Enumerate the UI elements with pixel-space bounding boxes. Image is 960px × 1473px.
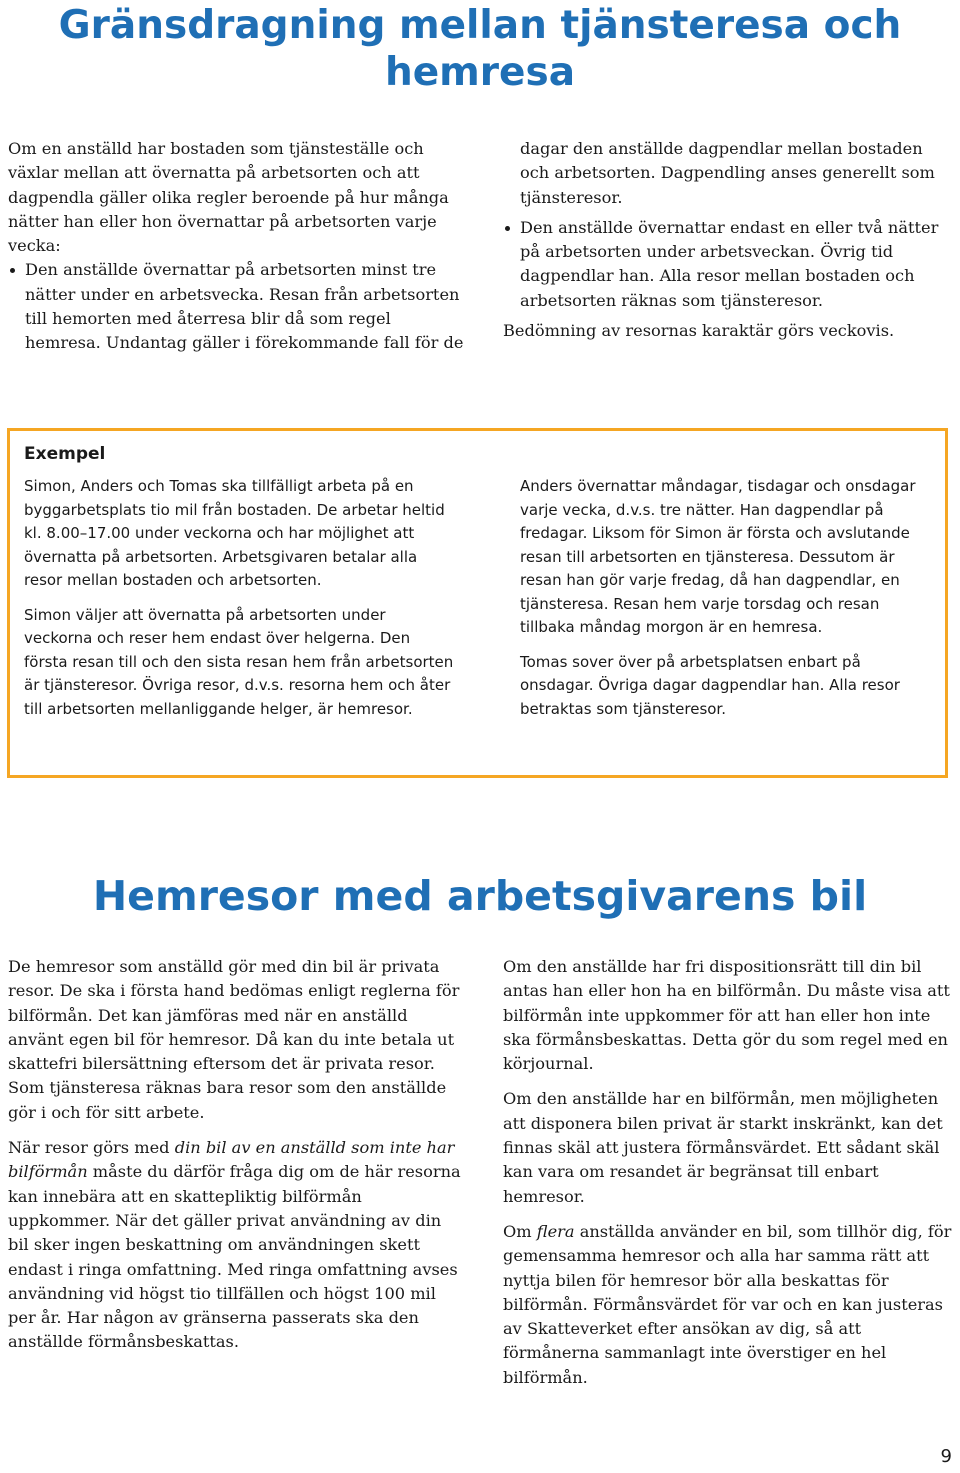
- example-right-column: [520, 475, 935, 721]
- example-paragraph: Simon väljer att övernatta på arbetsorten under veckorna och reser hem endast över helgerna. Den första resan till och den sista resan hem från arbetsorten är tjänsteresor. Övriga resor, d.v.s. resorna hem och åter till arbetsorten mellanliggande helger, är hemresor.: [24, 605, 454, 718]
- section-title: Hemresor med arbetsgivarens bil: [92, 872, 868, 920]
- text-run: Om: [503, 1221, 537, 1241]
- body-paragraph: [503, 1220, 955, 1390]
- bil-left-column: [8, 955, 463, 1355]
- example-left-column: [24, 475, 454, 721]
- bullet-text: Den anställde övernattar på arbetsorten minst tre nätter under en arbetsvecka. Resan från arbetsorten till hemorten med återresa blir då som regel hemresa. Undantag gäller i förekommande fall för de: [25, 260, 464, 353]
- page-title: Gränsdragning mellan tjänsteresa och hemresa: [58, 3, 902, 95]
- bullet-item: [503, 216, 955, 313]
- bullet-item-continued: [503, 137, 955, 210]
- page-number: 9: [940, 1446, 952, 1467]
- bullet-icon: [10, 268, 15, 273]
- text-run: måste du därför fråga dig om de här resorna kan innebära att en skattepliktig bilförmån uppkommer. När det gäller privat användning av din bil sker ingen beskattning om användningen skett endast i ringa omfattning. Med ringa omfattning avses användning vid högst tio tillfällen och högst 100 mil per år. Har någon av gränserna passerats ska den anställde förmånsbeskattas.: [8, 1162, 461, 1352]
- example-paragraph: Simon, Anders och Tomas ska tillfälligt arbeta på en byggarbetsplats tio mil från bostaden. De arbetar heltid kl. 8.00–17.00 under veckorna och har möjlighet att övernatta på arbetsorten. Arbetsgivaren betalar alla resor mellan bostaden och arbetsorten.: [24, 477, 445, 589]
- bullet-item: [8, 258, 470, 355]
- body-paragraph: Om den anställde har fri dispositionsrätt till din bil antas han eller hon ha en bilförmån. Du måste visa att bilförmån inte uppkommer för att han eller hon inte ska förmånsbeskattas. Detta gör du som regel med en körjournal.: [503, 957, 950, 1074]
- intro-bullet-list: [8, 258, 470, 355]
- intro-paragraph: Om en anställd har bostaden som tjänsteställe och växlar mellan att övernatta på arbetsorten och att dagpendla gäller olika regler beroende på hur många nätter han eller hon övernattar på arbetsorten varje vecka:: [8, 139, 449, 256]
- example-paragraph: Tomas sover över på arbetsplatsen enbart på onsdagar. Övriga dagar dagpendlar han. Alla resor betraktas som tjänsteresor.: [520, 652, 900, 718]
- example-paragraph: Anders övernattar måndagar, tisdagar och onsdagar varje vecka, d.v.s. tre nätter. Han dagpendlar på fredagar. Liksom för Simon är första och avslutande resan till arbetsorten en tjänsteresa. Dessutom är resan han gör varje fredag, då han dagpendlar, en tjänsteresa. Resan hem varje torsdag och resan tillbaka måndag morgon är en hemresa.: [520, 477, 916, 636]
- bullet-text: Den anställde övernattar endast en eller två nätter på arbetsorten under arbetsveckan. Övrig tid dagpendlar han. Alla resor mellan bostaden och arbetsorten räknas som tjänsteresor.: [520, 217, 939, 310]
- example-heading: Exempel: [24, 444, 106, 464]
- example-box: [7, 428, 948, 778]
- body-paragraph: [8, 1136, 463, 1355]
- emphasis-text: flera: [536, 1221, 575, 1241]
- bullet-text: dagar den anställde dagpendlar mellan bostaden och arbetsorten. Dagpendling anses generellt som tjänsteresor.: [520, 139, 935, 207]
- intro-right-column: [503, 137, 955, 343]
- intro-closing: Bedömning av resornas karaktär görs veckovis.: [503, 321, 895, 341]
- bil-right-column: [503, 955, 955, 1390]
- emphasis-text: din bil av en anställd som inte har bilförmån: [8, 1138, 455, 1182]
- text-run: anställda använder en bil, som tillhör dig, för gemensamma hemresor och alla har samma rätt att nyttja bilen för hemresor bör alla beskattas för bilförmån. Förmånsvärdet för var och en kan justeras av Skatteverket efter ansökan av dig, så att förmånerna sammanlagt inte överstiger en hel bilförmån.: [503, 1221, 952, 1387]
- intro-left-column: [8, 137, 470, 356]
- body-paragraph: De hemresor som anställd gör med din bil är privata resor. De ska i första hand bedömas enligt reglerna för bilförmån. Det kan jämföras med när en anställd använt egen bil för hemresor. Då kan du inte betala ut skattefri bilersättning eftersom det är privata resor. Som tjänsteresa räknas bara resor som den anställde gör i och för sitt arbete.: [8, 957, 460, 1122]
- text-run: När resor görs med: [8, 1138, 175, 1158]
- bullet-icon: [505, 226, 510, 231]
- body-paragraph: Om den anställde har en bilförmån, men möjligheten att disponera bilen privat är starkt inskränkt, kan det finnas skäl att justera förmånsvärdet. Ett sådant skäl kan vara om resandet är begränsat till enbart hemresor.: [503, 1089, 943, 1206]
- intro-bullet-list-continued: [503, 137, 955, 313]
